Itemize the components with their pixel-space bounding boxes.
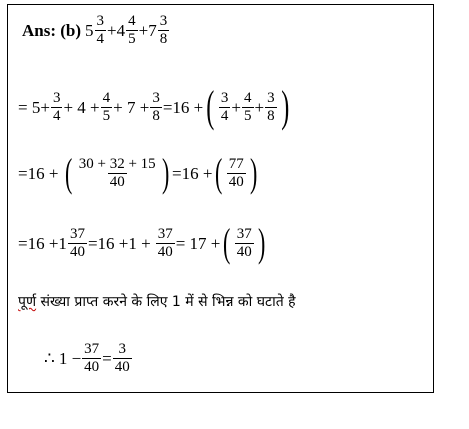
right-parenthesis: ) bbox=[280, 82, 289, 131]
grouped-fraction-1 bbox=[219, 90, 231, 125]
numerator: 3 bbox=[52, 89, 61, 106]
denominator: 4 bbox=[96, 31, 105, 47]
denominator: 40 bbox=[84, 359, 100, 375]
therefore-symbol: ∴ bbox=[44, 349, 55, 368]
numerator: 37 bbox=[157, 225, 173, 242]
expression-middle: =16 +1 + bbox=[87, 233, 151, 253]
answer-fraction bbox=[113, 341, 132, 376]
numerator: 3 bbox=[220, 89, 229, 106]
denominator: 8 bbox=[267, 107, 275, 124]
grouped-fraction-3 bbox=[265, 90, 277, 125]
equals-expression: =16 + bbox=[162, 97, 204, 117]
plus-sign: + bbox=[254, 97, 265, 117]
denominator: 4 bbox=[220, 107, 229, 124]
numerator: 30 + 32 + 15 bbox=[78, 155, 156, 172]
final-fraction bbox=[235, 226, 254, 261]
grouped-sum bbox=[62, 150, 172, 195]
denominator: 40 bbox=[228, 173, 244, 190]
expression-middle: = 17 + bbox=[175, 233, 221, 253]
denominator: 40 bbox=[109, 173, 125, 190]
numerator: 3 bbox=[118, 341, 127, 357]
expression-start: =16 + bbox=[18, 163, 59, 183]
spellcheck-word: पूर्ण bbox=[18, 294, 37, 310]
denominator: 40 bbox=[236, 243, 252, 260]
plus-sign: + bbox=[138, 21, 149, 40]
answer-box bbox=[7, 4, 434, 393]
fraction-4-5 bbox=[101, 90, 113, 125]
right-parenthesis: ) bbox=[161, 150, 170, 195]
grouped-fractions bbox=[203, 82, 292, 131]
left-parenthesis: ( bbox=[223, 220, 231, 265]
equals-expression: =16 + bbox=[172, 163, 213, 183]
left-parenthesis: ( bbox=[206, 82, 215, 131]
denominator: 5 bbox=[128, 31, 136, 47]
plus-sign: + bbox=[231, 97, 241, 117]
sum-line bbox=[18, 150, 260, 195]
fraction-37-40 bbox=[156, 226, 175, 261]
answer-label: Ans: (b) bbox=[22, 21, 82, 40]
expression-start: =16 +1 bbox=[18, 233, 67, 253]
sum-fraction bbox=[77, 156, 158, 191]
instruction-text: संख्या प्राप्त करने के लिए 1 में से भिन्न को घटाते है bbox=[36, 294, 296, 310]
numerator: 4 bbox=[128, 13, 136, 29]
numerator: 3 bbox=[96, 13, 105, 29]
fraction-3-4 bbox=[51, 90, 63, 125]
numerator: 3 bbox=[159, 13, 168, 29]
numerator: 3 bbox=[152, 89, 160, 106]
answer-heading-line bbox=[22, 13, 170, 48]
grouped-fraction-2 bbox=[242, 90, 254, 125]
denominator: 8 bbox=[159, 31, 168, 47]
right-parenthesis: ) bbox=[257, 220, 266, 265]
expression-middle: + 4 + bbox=[63, 97, 100, 117]
expression-middle: + 7 + bbox=[113, 97, 150, 117]
denominator: 40 bbox=[114, 359, 130, 375]
grouped-final bbox=[220, 220, 268, 265]
conclusion-line bbox=[44, 341, 133, 376]
result-fraction bbox=[227, 156, 246, 191]
mixed-number-3-fraction bbox=[158, 13, 170, 48]
denominator: 40 bbox=[157, 243, 173, 260]
denominator: 4 bbox=[52, 107, 61, 124]
mixed-number-1-whole: 5 bbox=[85, 21, 94, 40]
expression-start: = 5 bbox=[18, 97, 41, 117]
numerator: 4 bbox=[244, 89, 252, 106]
numerator: 4 bbox=[102, 89, 111, 106]
numerator: 37 bbox=[236, 225, 252, 242]
denominator: 5 bbox=[244, 107, 252, 124]
mixed-number-1-fraction bbox=[95, 13, 107, 48]
grouped-result bbox=[212, 150, 260, 195]
numerator: 37 bbox=[84, 341, 100, 357]
denominator: 40 bbox=[69, 243, 85, 260]
left-parenthesis: ( bbox=[215, 150, 223, 195]
left-parenthesis: ( bbox=[65, 150, 73, 195]
fraction-37-40 bbox=[68, 226, 87, 261]
simplify-line bbox=[18, 220, 268, 265]
fraction-3-8 bbox=[150, 90, 162, 125]
mixed-number-2-whole: 4 bbox=[116, 21, 126, 40]
mixed-number-3-whole: 7 bbox=[148, 21, 157, 40]
numerator: 3 bbox=[267, 89, 275, 106]
expression-start: 1 − bbox=[58, 349, 82, 368]
plus-sign: + bbox=[107, 21, 117, 40]
equals-sign: = bbox=[102, 349, 112, 368]
fraction-37-40 bbox=[82, 341, 101, 376]
plus-sign: + bbox=[40, 97, 50, 117]
hindi-instruction bbox=[18, 295, 296, 309]
denominator: 5 bbox=[102, 107, 111, 124]
numerator: 77 bbox=[228, 155, 244, 172]
denominator: 8 bbox=[152, 107, 160, 124]
mixed-number-2-fraction bbox=[126, 13, 138, 48]
right-parenthesis: ) bbox=[249, 150, 258, 195]
expansion-line bbox=[18, 82, 292, 131]
numerator: 37 bbox=[69, 225, 85, 242]
